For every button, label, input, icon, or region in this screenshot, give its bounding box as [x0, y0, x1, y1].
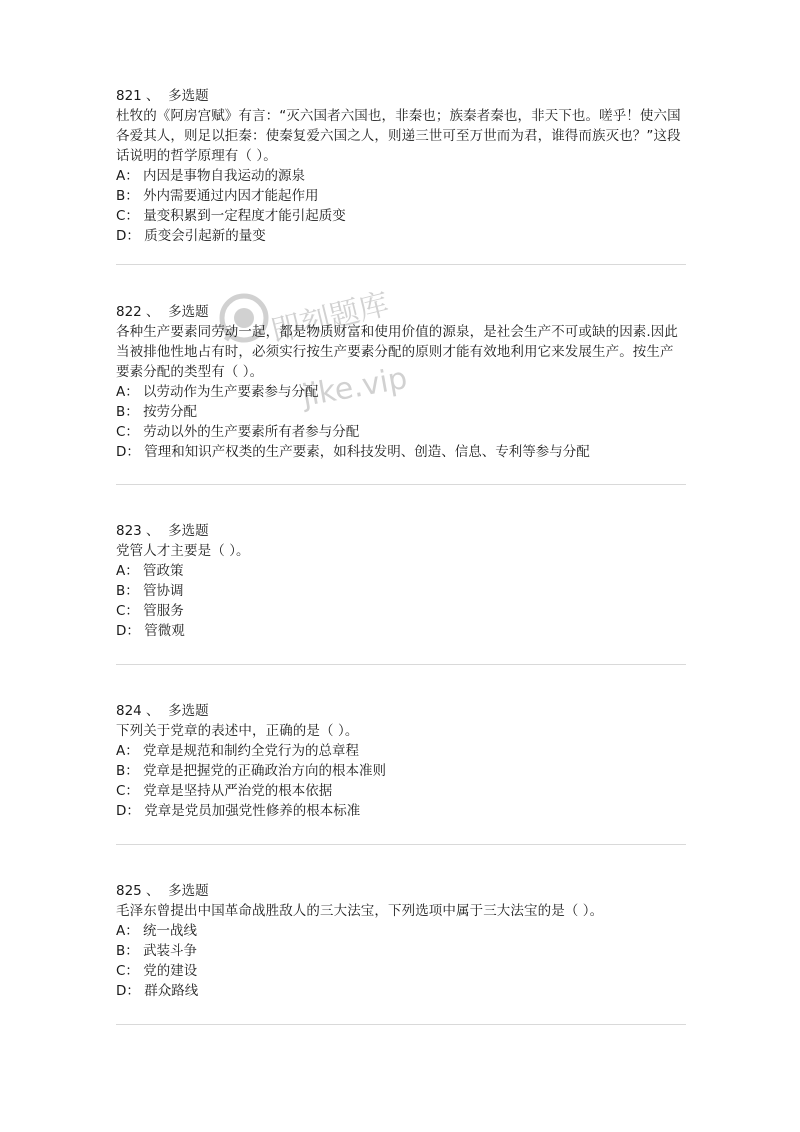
option-b — [116, 402, 686, 422]
option-b — [116, 581, 686, 601]
question-stem: 党管人才主要是（ ）。 — [116, 543, 250, 559]
option-a — [116, 166, 686, 186]
option-letter: D： — [116, 623, 140, 639]
option-text: 质变会引起新的量变 — [144, 228, 266, 244]
option-c — [116, 206, 686, 226]
question-stem: 杜牧的《阿房宫赋》有言：“灭六国者六国也，非秦也；族秦者秦也，非天下也。嗟乎！使六国各爱其人，则足以拒秦：使秦复爱六国之人，则递三世可至万世而为君，谁得而族灭也？”这段话说明的哲学原理有（ ）。 — [116, 108, 681, 164]
option-letter: A： — [116, 168, 139, 184]
option-letter: D： — [116, 228, 140, 244]
option-letter: C： — [116, 603, 139, 619]
option-letter: C： — [116, 208, 139, 224]
option-d — [116, 621, 686, 641]
option-text: 群众路线 — [144, 983, 199, 999]
option-letter: B： — [116, 404, 139, 420]
option-c — [116, 601, 686, 621]
option-d — [116, 981, 686, 1001]
option-d — [116, 442, 686, 462]
option-letter: B： — [116, 763, 139, 779]
option-letter: C： — [116, 424, 139, 440]
question-header — [116, 302, 686, 322]
option-text: 量变积累到一定程度才能引起质变 — [143, 208, 346, 224]
question-824 — [116, 701, 686, 821]
option-text: 管政策 — [143, 563, 184, 579]
option-letter: C： — [116, 783, 139, 799]
option-letter: B： — [116, 188, 139, 204]
option-text: 按劳分配 — [143, 404, 198, 420]
divider — [116, 664, 686, 665]
question-header — [116, 521, 686, 541]
question-type: 多选题 — [168, 703, 209, 719]
divider — [116, 1024, 686, 1025]
option-text: 党章是党员加强党性修养的根本标准 — [144, 803, 361, 819]
option-text: 党章是规范和制约全党行为的总章程 — [143, 743, 360, 759]
option-text: 外内需要通过内因才能起作用 — [143, 188, 319, 204]
option-text: 党的建设 — [143, 963, 198, 979]
option-a — [116, 741, 686, 761]
option-b — [116, 186, 686, 206]
option-letter: D： — [116, 803, 140, 819]
question-type: 多选题 — [168, 883, 209, 899]
option-a — [116, 382, 686, 402]
question-821 — [116, 86, 686, 246]
question-number: 823 、 — [116, 523, 160, 539]
question-number: 824 、 — [116, 703, 160, 719]
question-823 — [116, 521, 686, 641]
question-header — [116, 701, 686, 721]
option-b — [116, 941, 686, 961]
watermark-line1: 即刻题库 — [267, 286, 393, 350]
option-a — [116, 561, 686, 581]
option-d — [116, 801, 686, 821]
question-825 — [116, 881, 686, 1001]
question-type: 多选题 — [168, 523, 209, 539]
option-text: 管服务 — [143, 603, 184, 619]
option-c — [116, 422, 686, 442]
divider — [116, 264, 686, 265]
option-text: 管理和知识产权类的生产要素，如科技发明、创造、信息、专利等参与分配 — [144, 444, 590, 460]
question-type: 多选题 — [168, 88, 209, 104]
option-text: 党章是坚持从严治党的根本依据 — [143, 783, 333, 799]
watermark-line2: jike.vip — [299, 360, 410, 414]
option-letter: C： — [116, 963, 139, 979]
option-letter: D： — [116, 444, 140, 460]
option-b — [116, 761, 686, 781]
question-type: 多选题 — [168, 304, 209, 320]
option-text: 统一战线 — [143, 923, 198, 939]
option-letter: A： — [116, 743, 139, 759]
question-stem: 下列关于党章的表述中，正确的是（ ）。 — [116, 723, 359, 739]
option-a — [116, 921, 686, 941]
option-text: 党章是把握党的正确政治方向的根本准则 — [143, 763, 387, 779]
option-c — [116, 781, 686, 801]
option-text: 劳动以外的生产要素所有者参与分配 — [143, 424, 360, 440]
question-header — [116, 86, 686, 106]
option-letter: A： — [116, 563, 139, 579]
divider — [116, 844, 686, 845]
option-letter: D： — [116, 983, 140, 999]
option-text: 以劳动作为生产要素参与分配 — [143, 384, 319, 400]
question-822 — [116, 302, 686, 462]
question-number: 822 、 — [116, 304, 160, 320]
option-letter: A： — [116, 923, 139, 939]
question-stem: 各种生产要素同劳动一起，都是物质财富和使用价值的源泉，是社会生产不可或缺的因素.因此当被排他性地占有时，必须实行按生产要素分配的原则才能有效地利用它来发展生产。按生产要素分配的类型有（ ）。 — [116, 324, 678, 380]
option-text: 内因是事物自我运动的源泉 — [143, 168, 306, 184]
option-c — [116, 961, 686, 981]
option-letter: A： — [116, 384, 139, 400]
question-header — [116, 881, 686, 901]
question-number: 825 、 — [116, 883, 160, 899]
option-letter: B： — [116, 583, 139, 599]
option-text: 管微观 — [144, 623, 185, 639]
option-text: 管协调 — [143, 583, 184, 599]
option-d — [116, 226, 686, 246]
divider — [116, 484, 686, 485]
option-text: 武装斗争 — [143, 943, 198, 959]
option-letter: B： — [116, 943, 139, 959]
question-stem: 毛泽东曾提出中国革命战胜敌人的三大法宝，下列选项中属于三大法宝的是（ ）。 — [116, 903, 604, 919]
question-number: 821 、 — [116, 88, 160, 104]
